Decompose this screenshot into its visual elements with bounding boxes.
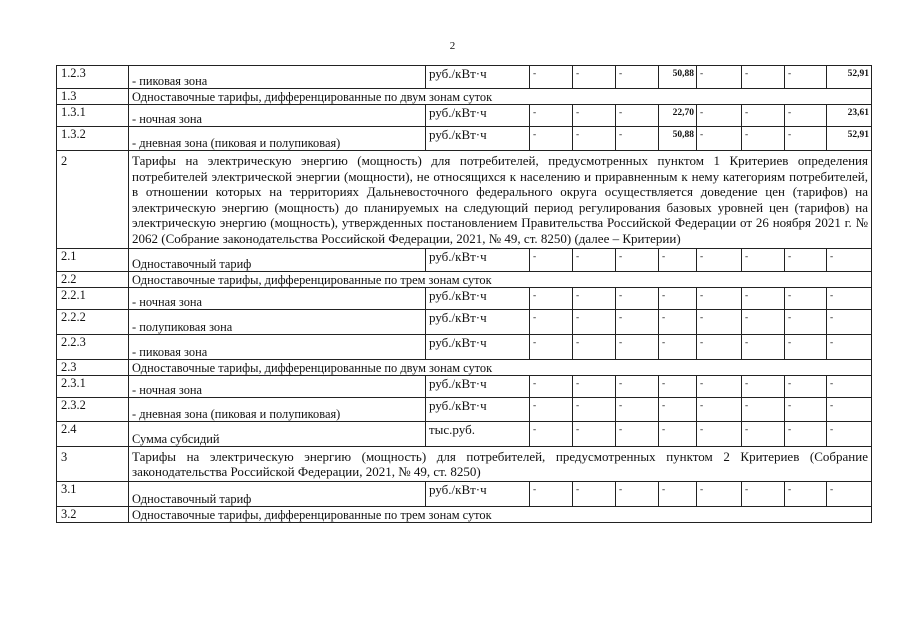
table-row xyxy=(57,446,872,481)
dash-cell: - xyxy=(573,481,616,506)
table-row xyxy=(57,334,872,359)
row-section-label: Одноставочные тарифы, дифференцированные по трем зонам суток xyxy=(129,506,872,522)
dash-cell: - xyxy=(742,334,785,359)
dash-cell: - xyxy=(573,66,616,89)
row-number: 2.3.2 xyxy=(57,397,129,421)
dash-cell: - xyxy=(697,309,742,334)
dash-cell: - xyxy=(785,334,827,359)
row-number: 2.3.1 xyxy=(57,375,129,397)
dash-cell: - xyxy=(785,397,827,421)
dash-cell: - xyxy=(659,309,697,334)
dash-cell: - xyxy=(616,421,659,446)
dash-cell: - xyxy=(659,375,697,397)
value-cell: 50,88 xyxy=(659,66,697,89)
dash-cell: - xyxy=(616,105,659,127)
dash-cell: - xyxy=(827,287,872,309)
table-row xyxy=(57,375,872,397)
row-number: 2.4 xyxy=(57,421,129,446)
dash-cell: - xyxy=(659,334,697,359)
dash-cell: - xyxy=(616,481,659,506)
row-section-paragraph: Тарифы на электрическую энергию (мощность) для потребителей, предусмотренных пунктом 1 Критериев определения потребителей электрической энергии (мощности), не относящихся к населению и приравненным к нему категориям потребителей, в отношении которых на территориях Дальневосточного федерального округа осуществляется доведение цен (тарифов) на электрическую энергию (мощность) до планируемых на следующий период регулирования базовых уровней цен (тарифов) на электрическую энергию (мощность), утвержденных постановлением Правительства Российской Федерации от 26 ноября 2021 г. № 2062 (Собрание законодательства Российской Федерации, 2021, № 49, ст. 8250) (далее – Критерии) xyxy=(129,151,872,249)
dash-cell: - xyxy=(697,334,742,359)
dash-cell: - xyxy=(573,127,616,151)
dash-cell: - xyxy=(742,287,785,309)
row-label: - полупиковая зона xyxy=(129,309,426,334)
dash-cell: - xyxy=(785,66,827,89)
row-section-label: Одноставочные тарифы, дифференцированные по двум зонам суток xyxy=(129,359,872,375)
dash-cell: - xyxy=(827,481,872,506)
table-row xyxy=(57,66,872,89)
dash-cell: - xyxy=(616,66,659,89)
dash-cell: - xyxy=(827,334,872,359)
row-unit: руб./кВт·ч xyxy=(426,66,530,89)
dash-cell: - xyxy=(659,421,697,446)
dash-cell: - xyxy=(573,421,616,446)
dash-cell: - xyxy=(742,105,785,127)
row-number: 2.2.3 xyxy=(57,334,129,359)
dash-cell: - xyxy=(573,334,616,359)
row-number: 1.2.3 xyxy=(57,66,129,89)
dash-cell: - xyxy=(530,287,573,309)
table-row xyxy=(57,127,872,151)
dash-cell: - xyxy=(785,309,827,334)
dash-cell: - xyxy=(697,375,742,397)
dash-cell: - xyxy=(785,105,827,127)
table-row xyxy=(57,309,872,334)
row-unit: руб./кВт·ч xyxy=(426,334,530,359)
dash-cell: - xyxy=(742,248,785,271)
dash-cell: - xyxy=(697,105,742,127)
row-number: 3 xyxy=(57,446,129,481)
dash-cell: - xyxy=(573,248,616,271)
dash-cell: - xyxy=(742,309,785,334)
row-section-label: Одноставочные тарифы, дифференцированные по трем зонам суток xyxy=(129,271,872,287)
row-number: 2.1 xyxy=(57,248,129,271)
page-number: 2 xyxy=(449,40,456,52)
dash-cell: - xyxy=(530,248,573,271)
dash-cell: - xyxy=(530,375,573,397)
row-unit: руб./кВт·ч xyxy=(426,248,530,271)
row-section-label: Одноставочные тарифы, дифференцированные по двум зонам суток xyxy=(129,89,872,105)
dash-cell: - xyxy=(742,66,785,89)
table-row xyxy=(57,271,872,287)
row-number: 1.3 xyxy=(57,89,129,105)
dash-cell: - xyxy=(742,127,785,151)
table-row xyxy=(57,421,872,446)
table-row xyxy=(57,105,872,127)
dash-cell: - xyxy=(530,66,573,89)
dash-cell: - xyxy=(530,334,573,359)
row-label: - дневная зона (пиковая и полупиковая) xyxy=(129,127,426,151)
dash-cell: - xyxy=(616,309,659,334)
dash-cell: - xyxy=(573,309,616,334)
row-number: 1.3.1 xyxy=(57,105,129,127)
dash-cell: - xyxy=(697,66,742,89)
row-number: 3.2 xyxy=(57,506,129,522)
row-label: - пиковая зона xyxy=(129,334,426,359)
table-row xyxy=(57,359,872,375)
row-number: 3.1 xyxy=(57,481,129,506)
dash-cell: - xyxy=(573,397,616,421)
value-cell: 52,91 xyxy=(827,66,872,89)
table-row xyxy=(57,151,872,249)
row-unit: руб./кВт·ч xyxy=(426,375,530,397)
dash-cell: - xyxy=(742,481,785,506)
dash-cell: - xyxy=(616,248,659,271)
dash-cell: - xyxy=(573,287,616,309)
dash-cell: - xyxy=(616,127,659,151)
dash-cell: - xyxy=(785,481,827,506)
value-cell: 52,91 xyxy=(827,127,872,151)
dash-cell: - xyxy=(616,375,659,397)
dash-cell: - xyxy=(530,481,573,506)
dash-cell: - xyxy=(827,421,872,446)
row-label: Одноставочный тариф xyxy=(129,248,426,271)
dash-cell: - xyxy=(697,127,742,151)
dash-cell: - xyxy=(616,397,659,421)
dash-cell: - xyxy=(827,248,872,271)
dash-cell: - xyxy=(785,127,827,151)
table-row xyxy=(57,89,872,105)
dash-cell: - xyxy=(697,248,742,271)
row-label: Сумма субсидий xyxy=(129,421,426,446)
table-row xyxy=(57,481,872,506)
row-unit: руб./кВт·ч xyxy=(426,397,530,421)
row-number: 2.2.1 xyxy=(57,287,129,309)
dash-cell: - xyxy=(697,481,742,506)
row-unit: руб./кВт·ч xyxy=(426,309,530,334)
dash-cell: - xyxy=(697,287,742,309)
dash-cell: - xyxy=(659,287,697,309)
dash-cell: - xyxy=(697,397,742,421)
row-label: - ночная зона xyxy=(129,287,426,309)
dash-cell: - xyxy=(530,127,573,151)
row-label: Одноставочный тариф xyxy=(129,481,426,506)
dash-cell: - xyxy=(530,421,573,446)
dash-cell: - xyxy=(785,287,827,309)
dash-cell: - xyxy=(742,375,785,397)
dash-cell: - xyxy=(530,309,573,334)
value-cell: 23,61 xyxy=(827,105,872,127)
dash-cell: - xyxy=(827,309,872,334)
row-label: - пиковая зона xyxy=(129,66,426,89)
dash-cell: - xyxy=(530,397,573,421)
tariff-table xyxy=(56,65,872,523)
row-number: 1.3.2 xyxy=(57,127,129,151)
row-section-paragraph: Тарифы на электрическую энергию (мощность) для потребителей, предусмотренных пунктом 2 Критериев (Собрание законодательства Российской Федерации, 2021, № 49, ст. 8250) xyxy=(129,446,872,481)
dash-cell: - xyxy=(616,334,659,359)
row-number: 2.2 xyxy=(57,271,129,287)
row-unit: руб./кВт·ч xyxy=(426,127,530,151)
row-label: - ночная зона xyxy=(129,375,426,397)
row-label: - ночная зона xyxy=(129,105,426,127)
dash-cell: - xyxy=(616,287,659,309)
row-number: 2.2.2 xyxy=(57,309,129,334)
dash-cell: - xyxy=(573,105,616,127)
table-row xyxy=(57,397,872,421)
dash-cell: - xyxy=(742,397,785,421)
dash-cell: - xyxy=(785,248,827,271)
row-unit: тыс.руб. xyxy=(426,421,530,446)
row-unit: руб./кВт·ч xyxy=(426,481,530,506)
dash-cell: - xyxy=(659,481,697,506)
row-label: - дневная зона (пиковая и полупиковая) xyxy=(129,397,426,421)
dash-cell: - xyxy=(785,375,827,397)
dash-cell: - xyxy=(659,397,697,421)
dash-cell: - xyxy=(573,375,616,397)
row-number: 2.3 xyxy=(57,359,129,375)
row-unit: руб./кВт·ч xyxy=(426,287,530,309)
dash-cell: - xyxy=(785,421,827,446)
row-unit: руб./кВт·ч xyxy=(426,105,530,127)
dash-cell: - xyxy=(530,105,573,127)
dash-cell: - xyxy=(827,375,872,397)
table-row xyxy=(57,287,872,309)
value-cell: 50,88 xyxy=(659,127,697,151)
value-cell: 22,70 xyxy=(659,105,697,127)
dash-cell: - xyxy=(697,421,742,446)
dash-cell: - xyxy=(742,421,785,446)
table-row xyxy=(57,506,872,522)
dash-cell: - xyxy=(827,397,872,421)
row-number: 2 xyxy=(57,151,129,249)
dash-cell: - xyxy=(659,248,697,271)
table-row xyxy=(57,248,872,271)
